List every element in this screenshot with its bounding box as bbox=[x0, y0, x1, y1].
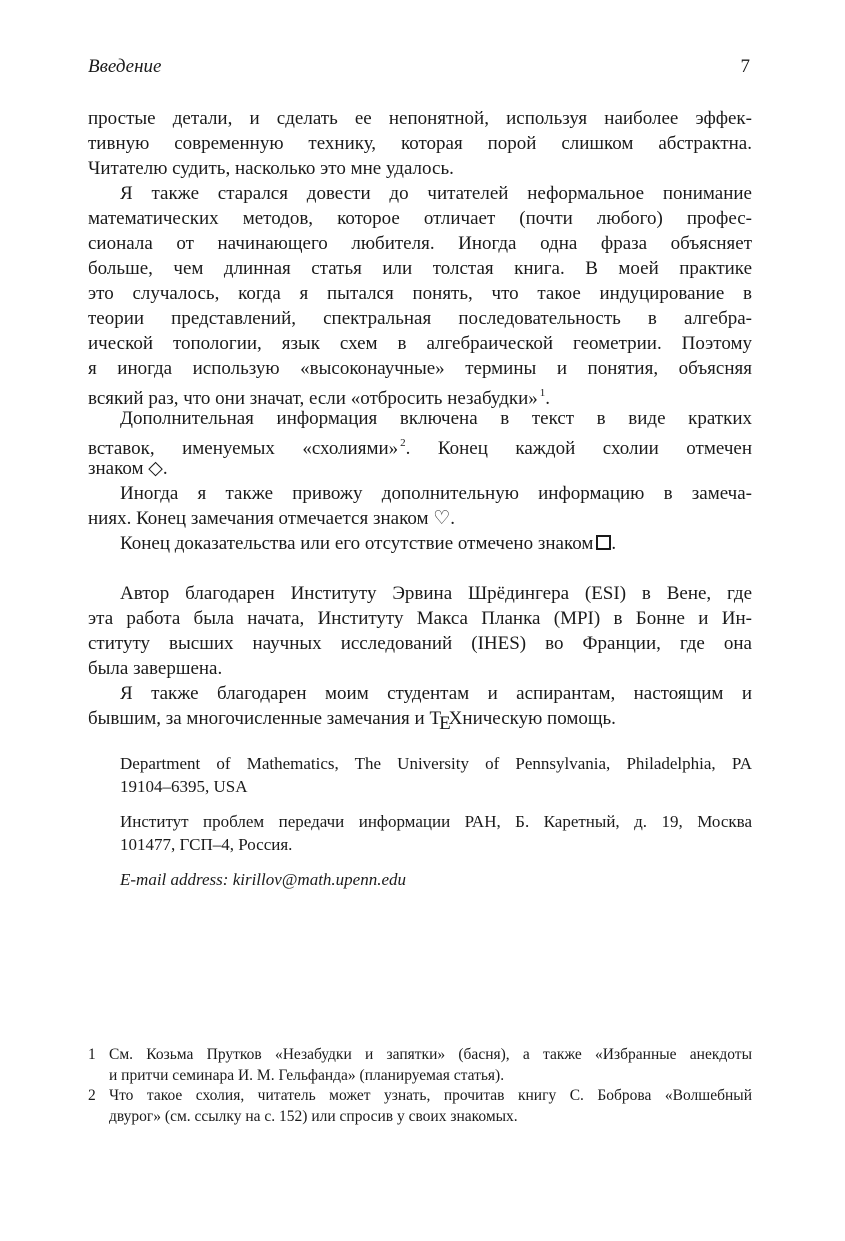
text-span: . bbox=[611, 533, 617, 554]
paragraph bbox=[88, 581, 752, 681]
address-line: 19104–6395, USA bbox=[120, 777, 248, 796]
address-line: Department of Mathematics, The University of Pennsylvania, Philadelphia, PA bbox=[120, 754, 752, 773]
footnote-line: См. Козьма Прутков «Незабудки и запятки» (басня), а также «Избранные анекдоты bbox=[109, 1046, 752, 1063]
tex-logo-x: X bbox=[448, 708, 463, 729]
tex-logo bbox=[429, 708, 463, 734]
text-span: ническую помощь. bbox=[462, 708, 616, 729]
text-span: бывшим, за многочисленные замечания и bbox=[88, 708, 430, 729]
main-text bbox=[88, 106, 752, 734]
footnote-number: 2 bbox=[88, 1087, 96, 1104]
email-address[interactable]: E-mail address: kirillov@math.upenn.edu bbox=[120, 870, 407, 889]
paragraph bbox=[88, 106, 752, 181]
text-line: Я также старался довести до читателей неформальное понимание bbox=[120, 183, 752, 204]
author-addresses bbox=[120, 752, 752, 891]
text-line: простые детали, и сделать ее непонятной, используя наиболее эффек- bbox=[88, 108, 752, 129]
paragraph bbox=[88, 531, 752, 556]
footnote-line: Что такое схолия, читатель может узнать, прочитав книгу С. Боброва «Волшебный bbox=[109, 1087, 752, 1104]
qed-square-icon bbox=[596, 535, 611, 550]
text-line: ниях. Конец замечания отмечается знаком ♡. bbox=[88, 508, 456, 529]
page-number: 7 bbox=[740, 56, 750, 77]
text-span: вставок, именуемых «схолиями» bbox=[88, 438, 399, 459]
text-line: Иногда я также привожу дополнительную информацию в замеча- bbox=[120, 483, 752, 504]
paragraph bbox=[88, 406, 752, 481]
text-line: знаком ◇. bbox=[88, 458, 168, 479]
text-line bbox=[88, 381, 752, 409]
footnote-mark-2[interactable]: 2 bbox=[400, 437, 406, 449]
text-span: . bbox=[545, 388, 551, 409]
text-line: эта работа была начата, Институту Макса Планка (MPI) в Бонне и Ин- bbox=[88, 608, 752, 629]
text-line: математических методов, которое отличает (почти любого) профес- bbox=[88, 208, 752, 229]
text-line: это случалось, когда я пытался понять, что такое индуцирование в bbox=[88, 283, 752, 304]
text-line bbox=[88, 431, 752, 459]
paragraph bbox=[88, 481, 752, 531]
text-line: больше, чем длинная статья или толстая книга. В моей практике bbox=[88, 258, 752, 279]
text-line: Автор благодарен Институту Эрвина Шрёдингера (ESI) в Вене, где bbox=[120, 583, 752, 604]
text-line: ической топологии, язык схем в алгебраической геометрии. Поэтому bbox=[88, 333, 752, 354]
text-span: . Конец каждой схолии отмечен bbox=[405, 438, 752, 459]
text-line: ституту высших научных исследований (IHES) во Франции, где она bbox=[88, 633, 752, 654]
text-line: теории представлений, спектральная последовательность в алгебра- bbox=[88, 308, 752, 329]
footnote-number: 1 bbox=[88, 1046, 96, 1063]
paragraph bbox=[88, 681, 752, 734]
footnote-mark-1[interactable]: 1 bbox=[539, 387, 546, 399]
text-line: сионала от начинающего любителя. Иногда одна фраза объясняет bbox=[88, 233, 752, 254]
running-header-section: Введение bbox=[88, 56, 162, 77]
text-line bbox=[88, 706, 752, 734]
footnote bbox=[88, 1086, 752, 1127]
tex-logo-t: T bbox=[429, 708, 442, 729]
text-line bbox=[88, 531, 752, 556]
text-line: Читателю судить, насколько это мне удалось. bbox=[88, 158, 454, 179]
footnotes bbox=[88, 1045, 752, 1127]
text-line: была завершена. bbox=[88, 658, 223, 679]
paragraph bbox=[88, 181, 752, 409]
address-line: 101477, ГСП–4, Россия. bbox=[120, 835, 293, 854]
footnote-line: двурог» (см. ссылку на с. 152) или спросив у своих знакомых. bbox=[109, 1107, 518, 1125]
text-line: Я также благодарен моим студентам и аспирантам, настоящим и bbox=[120, 683, 752, 704]
text-span: Конец доказательства или его отсутствие отмечено знаком bbox=[120, 533, 594, 554]
text-line: Дополнительная информация включена в текст в виде кратких bbox=[120, 408, 752, 429]
text-span: всякий раз, что они значат, если «отбросить незабудки» bbox=[88, 388, 538, 409]
address-line: Институт проблем передачи информации РАН, Б. Каретный, д. 19, Москва bbox=[120, 812, 752, 831]
footnote-line: и притчи семинара И. М. Гельфанда» (планируемая статья). bbox=[109, 1066, 505, 1084]
footnote bbox=[88, 1045, 752, 1086]
text-line: я иногда использую «высоконаучные» термины и понятия, объясняя bbox=[88, 358, 752, 379]
text-line: тивную современную технику, которая порой слишком абстрактна. bbox=[88, 133, 752, 154]
tex-logo-e: E bbox=[439, 713, 451, 734]
